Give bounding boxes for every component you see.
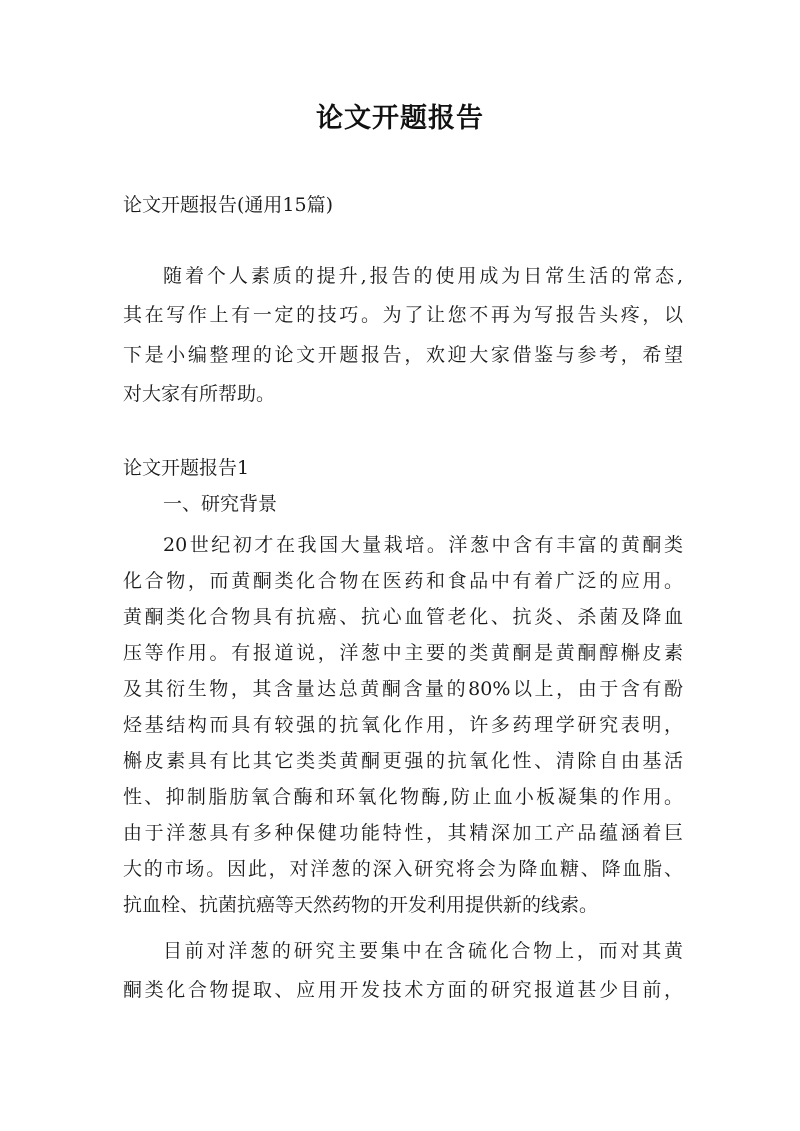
section-heading: 论文开题报告1 bbox=[123, 457, 250, 479]
intro-line: 其在写作上有一定的技巧。为了让您不再为写报告头疼，以 bbox=[123, 304, 683, 326]
intro-line: 对大家有所帮助。 bbox=[123, 383, 276, 405]
subsection-heading: 一、研究背景 bbox=[163, 493, 278, 515]
document-title: 论文开题报告 bbox=[316, 103, 484, 134]
paragraph-line: 及其衍生物，其含量达总黄酮含量的80%以上，由于含有酚 bbox=[123, 678, 683, 700]
paragraph-line: 黄酮类化合物具有抗癌、抗心血管老化、抗炎、杀菌及降血 bbox=[123, 606, 683, 628]
paragraph-line: 抗血栓、抗菌抗癌等天然药物的开发利用提供新的线索。 bbox=[123, 894, 599, 916]
paragraph-line: 大的市场。因此，对洋葱的深入研究将会为降血糖、降血脂、 bbox=[123, 858, 683, 880]
paragraph-line: 烃基结构而具有较强的抗氧化作用，许多药理学研究表明， bbox=[123, 714, 683, 736]
paragraph-line: 由于洋葱具有多种保健功能特性，其精深加工产品蕴涵着巨 bbox=[123, 822, 683, 844]
paragraph-line: 20世纪初才在我国大量栽培。洋葱中含有丰富的黄酮类 bbox=[163, 534, 683, 556]
intro-line: 下是小编整理的论文开题报告，欢迎大家借鉴与参考，希望 bbox=[123, 344, 683, 366]
paragraph-line: 酮类化合物提取、应用开发技术方面的研究报道甚少目前， bbox=[123, 979, 683, 1001]
document-subtitle: 论文开题报告(通用15篇) bbox=[123, 194, 334, 216]
paragraph-line: 压等作用。有报道说，洋葱中主要的类黄酮是黄酮醇槲皮素 bbox=[123, 642, 683, 664]
paragraph-line: 化合物，而黄酮类化合物在医药和食品中有着广泛的应用。 bbox=[123, 570, 683, 592]
paragraph-line: 性、抑制脂肪氧合酶和环氧化物酶,防止血小板凝集的作用。 bbox=[123, 786, 683, 808]
paragraph-line: 目前对洋葱的研究主要集中在含硫化合物上，而对其黄 bbox=[163, 940, 683, 962]
intro-line: 随着个人素质的提升,报告的使用成为日常生活的常态, bbox=[163, 265, 683, 287]
paragraph-line: 槲皮素具有比其它类类黄酮更强的抗氧化性、清除自由基活 bbox=[123, 750, 683, 772]
